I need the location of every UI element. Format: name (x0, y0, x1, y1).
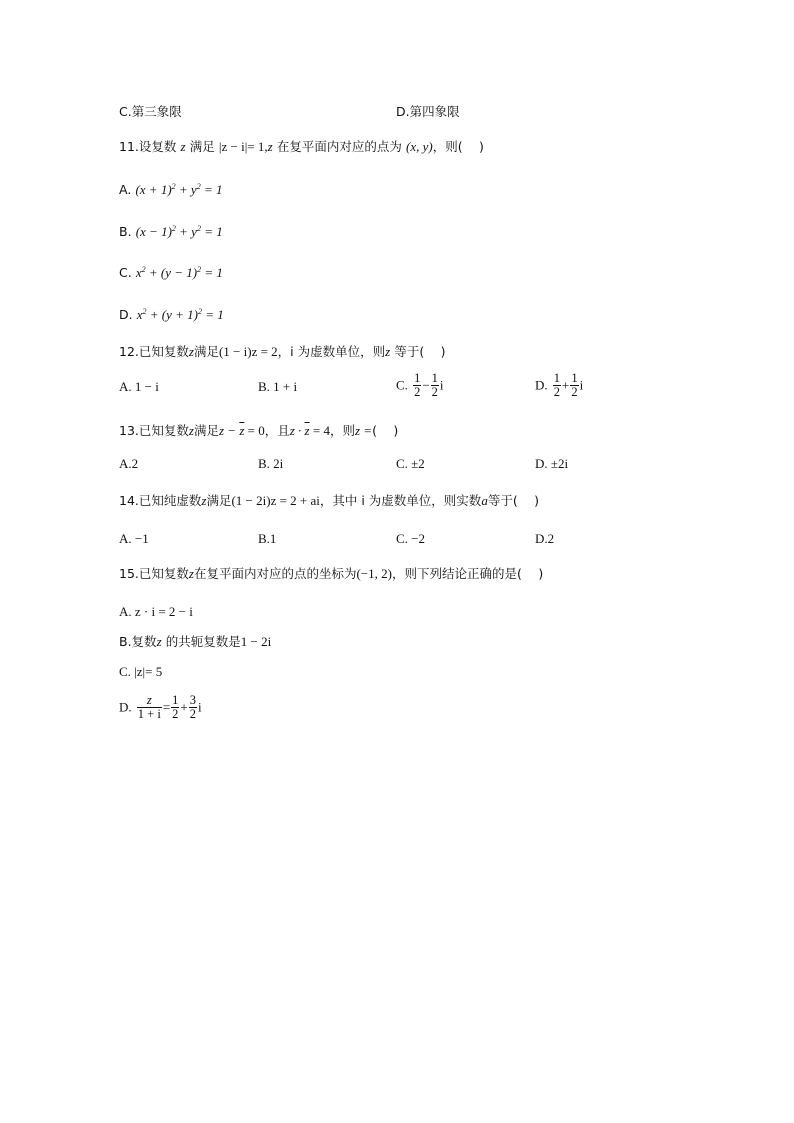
q12-option-a: A. 1 − i (119, 379, 159, 394)
q11-option-a: A. $(x + 1)^2 + y^2 = 1$ (119, 182, 223, 197)
q14-option-c: C. −2 (396, 531, 426, 546)
q15-option-b: B.复数z 的共轭复数是1 − 2i (119, 634, 272, 649)
q15-stem: 15.已知复数z在复平面内对应的点的坐标为(−1, 2)，则下列结论正确的是( ) (119, 566, 544, 581)
q12-option-b: B. 1 + i (258, 379, 298, 394)
q15-option-a: A. z · i = 2 − i (119, 604, 193, 619)
q10-option-c: C.第三象限 (119, 104, 182, 119)
fraction: $\frac{1}{2}$ (172, 693, 179, 721)
q14-option-b: B.1 (258, 531, 277, 546)
q13-option-b: B. 2i (258, 456, 284, 471)
fraction: $\frac{1}{2}$ (431, 371, 438, 399)
q14-option-a: A. −1 (119, 531, 149, 546)
q11-option-b: B. $(x - 1)^2 + y^2 = 1$ (119, 224, 223, 239)
q13-option-a: A.2 (119, 456, 139, 471)
fraction: $\frac{1}{2}$ (414, 371, 421, 399)
q12-option-c: C. $\frac{1}{2}$ − $\frac{1}{2}$ i (396, 371, 444, 399)
q15-option-c: C. |z|= 5 (119, 664, 163, 679)
q11-stem: 11.设复数 z 满足 |z − i|= 1,z 在复平面内对应的点为 (x, y)，则( ) (119, 139, 484, 154)
q15-option-d: D. $\frac{z}{1 + i}$ = $\frac{1}{2}$ + $\frac{3}{2}$ i (119, 693, 202, 721)
q12-stem: 12.已知复数z满足(1 − i)z = 2，i 为虚数单位，则z 等于( ) (119, 344, 446, 359)
q14-stem: 14.已知纯虚数z满足(1 − 2i)z = 2 + ai，其中 i 为虚数单位，则实数a等于( ) (119, 493, 540, 508)
q14-option-d: D.2 (535, 531, 555, 546)
fraction: $\frac{1}{2}$ (553, 371, 561, 399)
q13-stem: 13.已知复数z满足$z - \overline{z} = 0$，且$z \cdot \overline{z} = 4$，则z =( ) (119, 423, 399, 438)
q11-option-d: D. $x^2 + (y + 1)^2 = 1$ (119, 307, 224, 322)
fraction: $\frac{1}{2}$ (571, 371, 578, 399)
q13-option-d: D. ±2i (535, 456, 569, 471)
q12-option-d: D. $\frac{1}{2}$ + $\frac{1}{2}$ i (535, 371, 584, 399)
q13-option-c: C. ±2 (396, 456, 425, 471)
q11-option-c: C. $x^2 + (y - 1)^2 = 1$ (119, 265, 223, 280)
fraction: $\frac{z}{1 + i}$ (137, 693, 161, 721)
fraction: $\frac{3}{2}$ (189, 693, 196, 721)
q10-option-d: D.第四象限 (396, 104, 460, 119)
